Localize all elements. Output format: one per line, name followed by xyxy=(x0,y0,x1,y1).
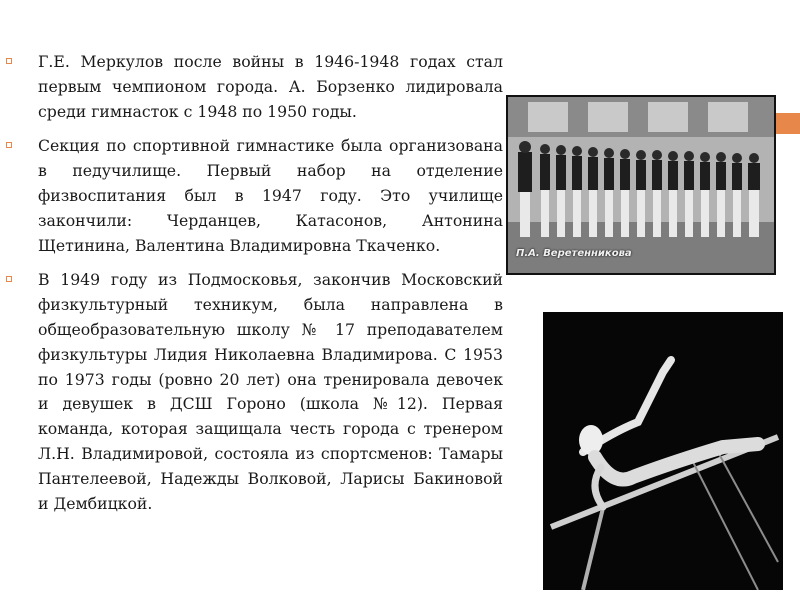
team-photo-illustration xyxy=(508,97,774,273)
photo-caption: П.А. Веретенникова xyxy=(516,248,632,259)
bullet-list xyxy=(0,50,506,516)
bullet-text: Секция по спортивной гимнастике была организована в педучилище. Первый набор на отделение физвоспитания был в 1947 году. Это училище закончили: Черданцев, Катасонов, Антонина Щетинина, Валентина Владимировна Ткаченко. xyxy=(38,136,503,255)
bullet-text: Г.Е. Меркулов после войны в 1946-1948 годах стал первым чемпионом города. А. Борзенко лидировала среди гимнасток с 1948 по 1950 годы. xyxy=(38,52,503,121)
square-bullet-icon xyxy=(6,142,12,148)
gymnast-illustration xyxy=(543,312,783,590)
bullet-item xyxy=(0,50,506,124)
bullet-item xyxy=(0,134,506,258)
team-photo xyxy=(506,95,776,275)
bullet-item xyxy=(0,268,506,516)
square-bullet-icon xyxy=(6,58,12,64)
square-bullet-icon xyxy=(6,276,12,282)
text-panel xyxy=(0,50,506,570)
bullet-text: В 1949 году из Подмосковья, закончив Московский физкультурный техникум, была направлена в общеобразовательную школу № 17 преподавателем физкультуры Лидия Николаевна Владимирова. С 1953 по 1973 годы (ровно 20 лет) она тренировала девочек и девушек в ДСШ Гороно (школа №12). Первая команда, которая защищала честь города с тренером Л.Н. Владимировой, состояла из спортсменов: Тамары Пантелеевой, Надежды Волковой, Ларисы Бакиновой и Дембицкой. xyxy=(38,270,503,513)
gymnast-photo xyxy=(543,312,783,590)
